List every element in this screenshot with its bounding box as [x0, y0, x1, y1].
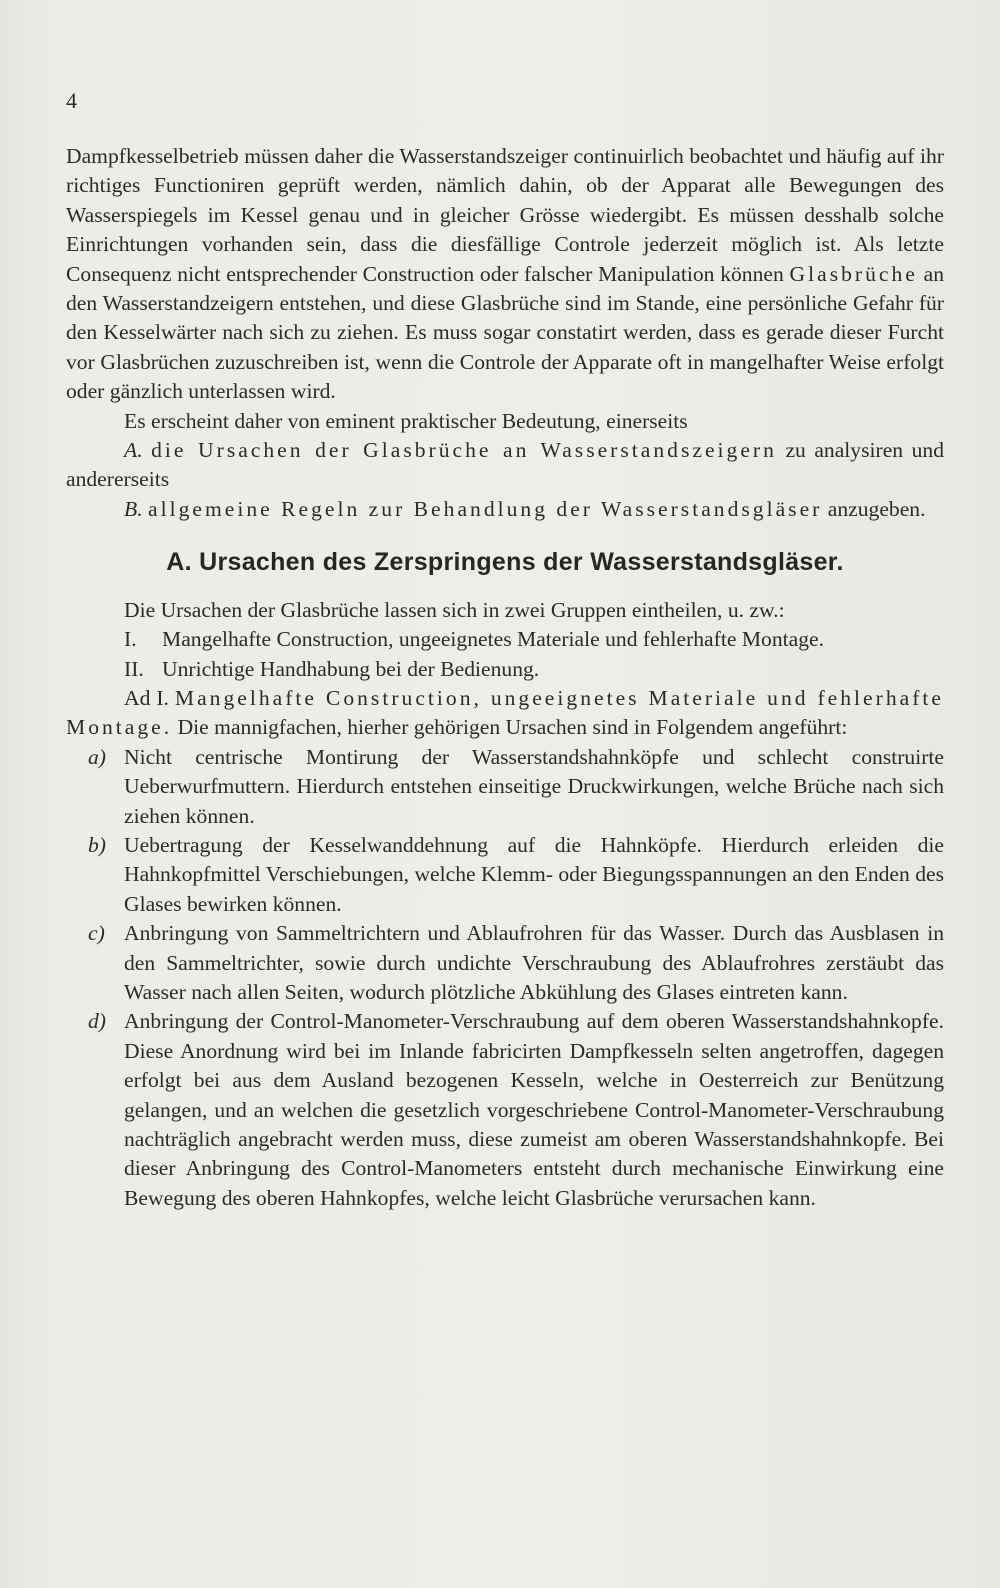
ad-one-spaced: Mangelhafte Construction, ungeeignetes Materiale und fehlerhafte Montage.: [66, 685, 944, 740]
point-b-spaced: allgemeine Regeln zur Behandlung der Wasserstandsgläser: [148, 496, 823, 521]
group-2: [66, 655, 944, 684]
intro-text: Dampfkesselbetrieb müssen daher die Wasserstandszeiger continuirlich beobachtet und häufig auf ihr richtiges Functioniren geprüft werden, nämlich dahin, ob der Apparat alle Bewegungen des Wasserspiegels im Kessel genau und in gleicher Grösse wiedergibt. Es müssen desshalb solche Einrichtungen vorhanden sein, dass die diesfällige Controle jederzeit möglich ist.: [66, 144, 944, 257]
list-item-label: d): [88, 1009, 106, 1034]
intro-text-end: an den Wasserstandzeigern entstehen, und diese Glasbrüche sind im Stande, eine persönliche Gefahr für den Kesselwärter nach sich zu ziehen. Es muss sogar constatirt werden, dass es gerade dieser Furcht vor Glasbrüchen zuzuschreiben ist, wenn die Controle der Apparate oft in mangelhafter Weise erfolgt oder gänzlich unterlassen wird.: [66, 261, 945, 404]
point-a-label: A.: [124, 438, 143, 463]
group-1-text: Mangelhafte Construction, ungeeignetes Materiale und fehlerhafte Montage.: [162, 627, 824, 652]
list-item-text: Anbringung von Sammeltrichtern und Ablaufrohren für das Wasser. Durch das Ausblasen in den Sammeltrichter, sowie durch undichte Verschraubung des Ablaufrohres zerstäubt das Wasser nach allen Seiten, wodurch plötzliche Abkühlung des Glases eintreten kann.: [124, 921, 944, 1004]
group-2-label: II.: [124, 656, 144, 681]
group-1-label: I.: [124, 627, 137, 652]
groups-intro: Die Ursachen der Glasbrüche lassen sich in zwei Gruppen eintheilen, u. zw.:: [124, 597, 785, 622]
spaced-term-glasbrueche: Glasbrüche: [789, 261, 918, 286]
intro-text-cont: Als letzte Consequenz nicht entsprechender Construction oder falscher Manipulation können: [66, 232, 944, 286]
list-item-label: a): [88, 744, 106, 769]
body-text: [66, 142, 944, 1213]
group-2-text: Unrichtige Handhabung bei der Bedienung.: [162, 656, 540, 681]
point-b: [66, 495, 944, 524]
list-item-b: [66, 831, 944, 919]
ad-one-paragraph: [66, 684, 944, 743]
point-a: [66, 436, 944, 495]
list-item-text: Anbringung der Control-Manometer-Verschraubung auf dem oberen Wasserstandshahnkopfe. Diese Anordnung wird bei im Inlande fabricirten Dampfkesseln selten angetroffen, dagegen erfolgt bei aus dem Ausland bezogenen Kesseln, welche in Oesterreich zur Benützung gelangen, und an welchen die gesetzlich vorgeschriebene Control-Manometer-Verschraubung nachträglich angebracht werden muss, diese zumeist am oberen Wasserstandshahnkopfe. Bei dieser Anbringung des Control-Manometers entsteht durch mechanische Einwirkung eine Bewegung des oberen Hahnkopfes, welche leicht Glasbrüche verursachen kann.: [124, 1009, 944, 1210]
point-b-label: B.: [124, 496, 143, 521]
list-item-a: [66, 743, 944, 831]
point-a-spaced: die Ursachen der Glasbrüche an Wasserstandszeigern: [151, 438, 777, 463]
intro-paragraph: [66, 142, 944, 407]
list-item-label: c): [88, 921, 105, 946]
point-a-rest: zu analysiren und andererseits: [66, 438, 944, 492]
page-number: 4: [66, 88, 78, 113]
group-1: [66, 625, 944, 654]
list-item-label: b): [88, 832, 106, 857]
list-item-text: Nicht centrische Montirung der Wasserstandshahnköpfe und schlecht construirte Ueberwurfmuttern. Hierdurch entstehen einseitige Druckwirkungen, welche Brüche nach sich ziehen können.: [124, 744, 944, 828]
ad-one-rest: Die mannigfachen, hierher gehörigen Ursachen sind in Folgendem angeführt:: [177, 715, 848, 740]
list-item-text: Uebertragung der Kesselwanddehnung auf die Hahnköpfe. Hierdurch erleiden die Hahnkopfmittel Verschiebungen, welche Klemm- oder Biegungsspannungen an den Enden des Glases bewirken können.: [124, 832, 944, 916]
list-item-d: [66, 1007, 944, 1213]
point-b-rest: anzugeben.: [827, 496, 926, 521]
list-item-c: [66, 919, 944, 1007]
paragraph-significance: Es erscheint daher von eminent praktischer Bedeutung, einerseits: [124, 408, 688, 433]
section-heading: A. Ursachen des Zerspringens der Wasserstandsgläser.: [166, 548, 844, 577]
ad-one-prefix: Ad I.: [124, 685, 169, 710]
